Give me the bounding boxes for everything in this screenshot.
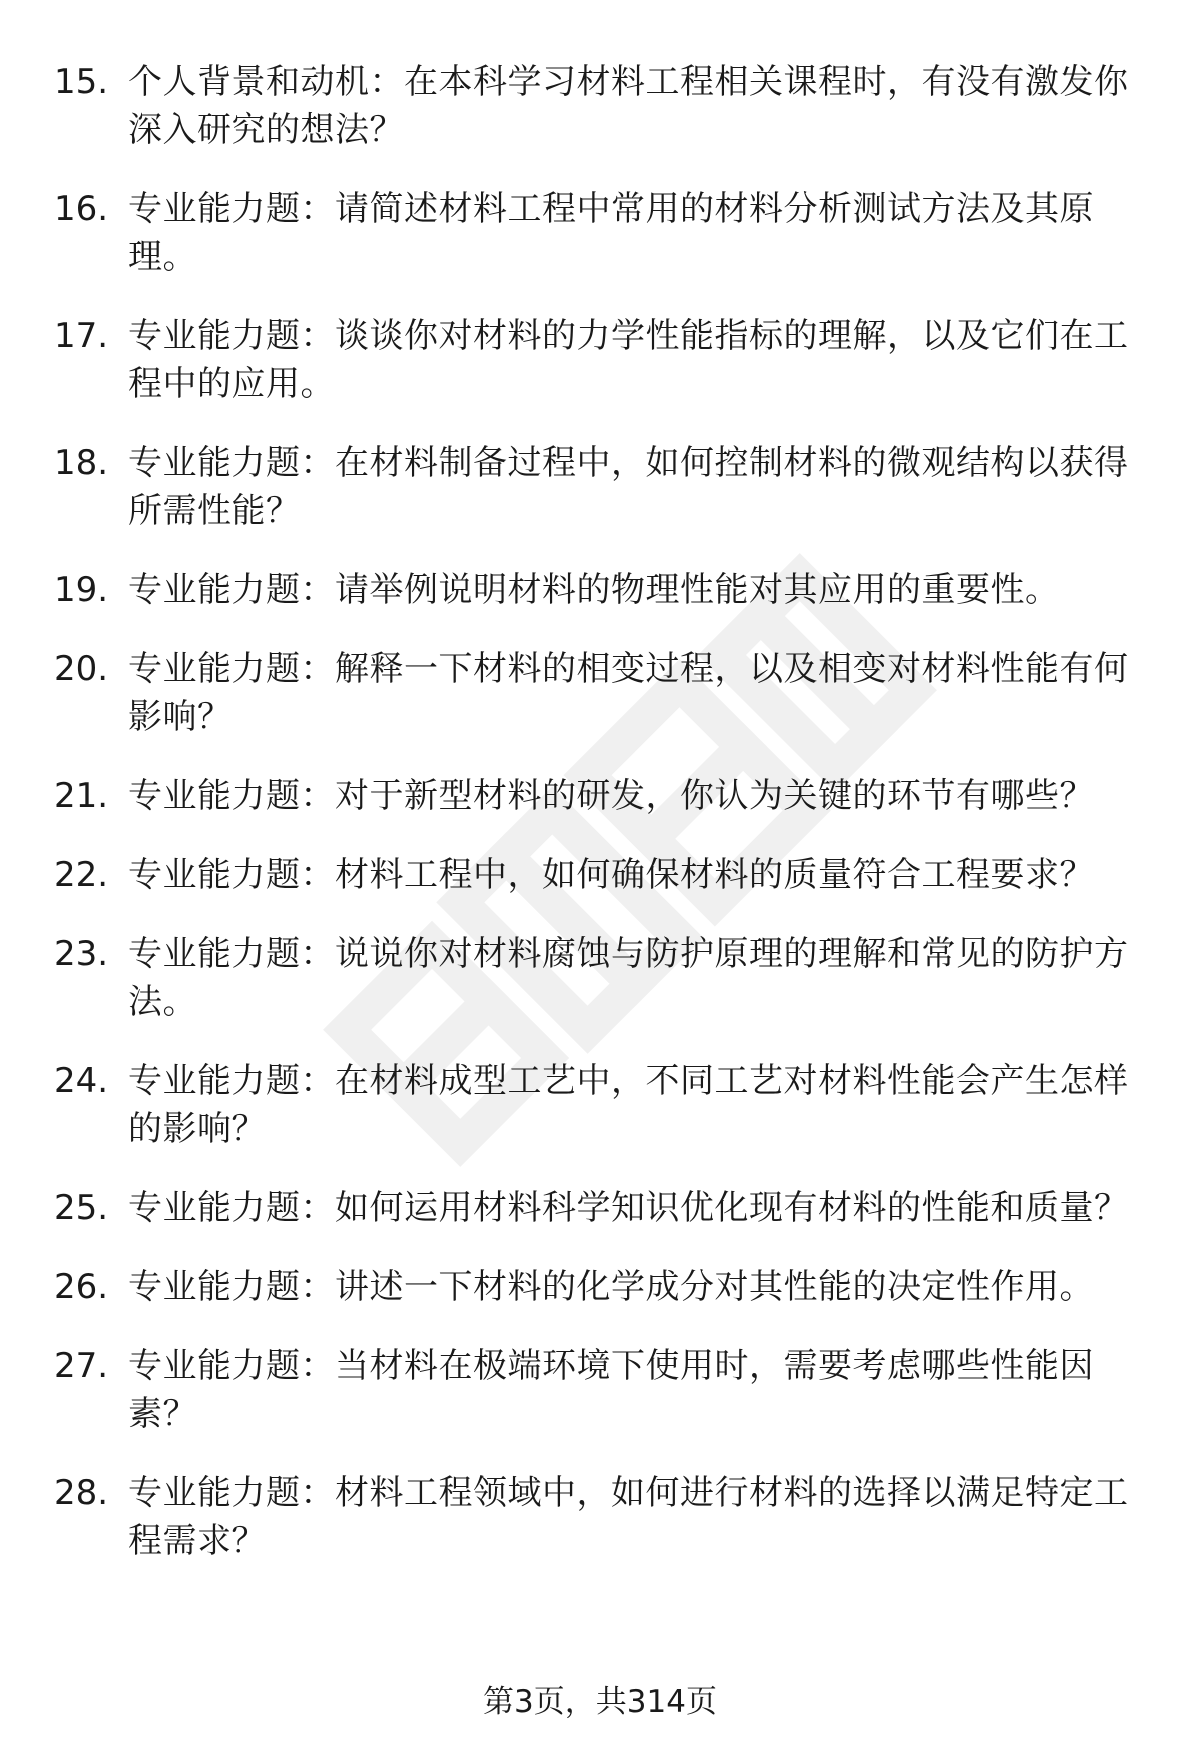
question-number: 27.: [54, 1346, 109, 1386]
question-text: 专业能力题：如何运用材料科学知识优化现有材料的性能和质量？: [128, 1188, 1129, 1228]
page-footer: 第3页，共314页: [483, 1684, 717, 1720]
question-text: 专业能力题：请举例说明材料的物理性能对其应用的重要性。: [128, 570, 1060, 610]
list-item: [0, 566, 1200, 614]
list-item: [0, 1342, 1200, 1438]
question-number: 22.: [54, 855, 109, 895]
list-item: [0, 1057, 1200, 1153]
question-number: 23.: [54, 934, 109, 974]
question-number: 26.: [54, 1267, 109, 1307]
list-item: [0, 1184, 1200, 1232]
question-text: 个人背景和动机：在本科学习材料工程相关课程时，有没有激发你深入研究的想法？: [128, 62, 1129, 150]
list-item: [0, 1469, 1200, 1565]
question-text: 专业能力题：当材料在极端环境下使用时，需要考虑哪些性能因素？: [128, 1346, 1094, 1434]
question-text: 专业能力题：请简述材料工程中常用的材料分析测试方法及其原理。: [128, 189, 1094, 277]
question-number: 17.: [54, 316, 109, 356]
question-number: 24.: [54, 1061, 109, 1101]
list-item: [0, 58, 1200, 154]
question-number: 19.: [54, 570, 109, 610]
question-number: 25.: [54, 1188, 109, 1228]
question-number: 21.: [54, 776, 109, 816]
question-number: 20.: [54, 649, 109, 689]
list-item: [0, 1263, 1200, 1311]
question-text: 专业能力题：在材料成型工艺中，不同工艺对材料性能会产生怎样的影响？: [128, 1061, 1129, 1149]
question-text: 专业能力题：对于新型材料的研发，你认为关键的环节有哪些？: [128, 776, 1094, 816]
list-item: [0, 930, 1200, 1026]
question-text: 专业能力题：在材料制备过程中，如何控制材料的微观结构以获得所需性能？: [128, 443, 1129, 531]
question-text: 专业能力题：材料工程领域中，如何进行材料的选择以满足特定工程需求？: [128, 1473, 1129, 1561]
list-item: [0, 312, 1200, 408]
question-number: 18.: [54, 443, 109, 483]
question-number: 16.: [54, 189, 109, 229]
question-number: 28.: [54, 1473, 109, 1513]
list-item: [0, 851, 1200, 899]
question-text: 专业能力题：材料工程中，如何确保材料的质量符合工程要求？: [128, 855, 1094, 895]
list-item: [0, 772, 1200, 820]
list-item: [0, 439, 1200, 535]
question-list: [0, 58, 1200, 1596]
question-text: 专业能力题：讲述一下材料的化学成分对其性能的决定性作用。: [128, 1267, 1094, 1307]
question-text: 专业能力题：说说你对材料腐蚀与防护原理的理解和常见的防护方法。: [128, 934, 1129, 1022]
question-number: 15.: [54, 62, 109, 102]
list-item: [0, 185, 1200, 281]
list-item: [0, 645, 1200, 741]
question-text: 专业能力题：谈谈你对材料的力学性能指标的理解，以及它们在工程中的应用。: [128, 316, 1129, 404]
question-text: 专业能力题：解释一下材料的相变过程，以及相变对材料性能有何影响？: [128, 649, 1129, 737]
